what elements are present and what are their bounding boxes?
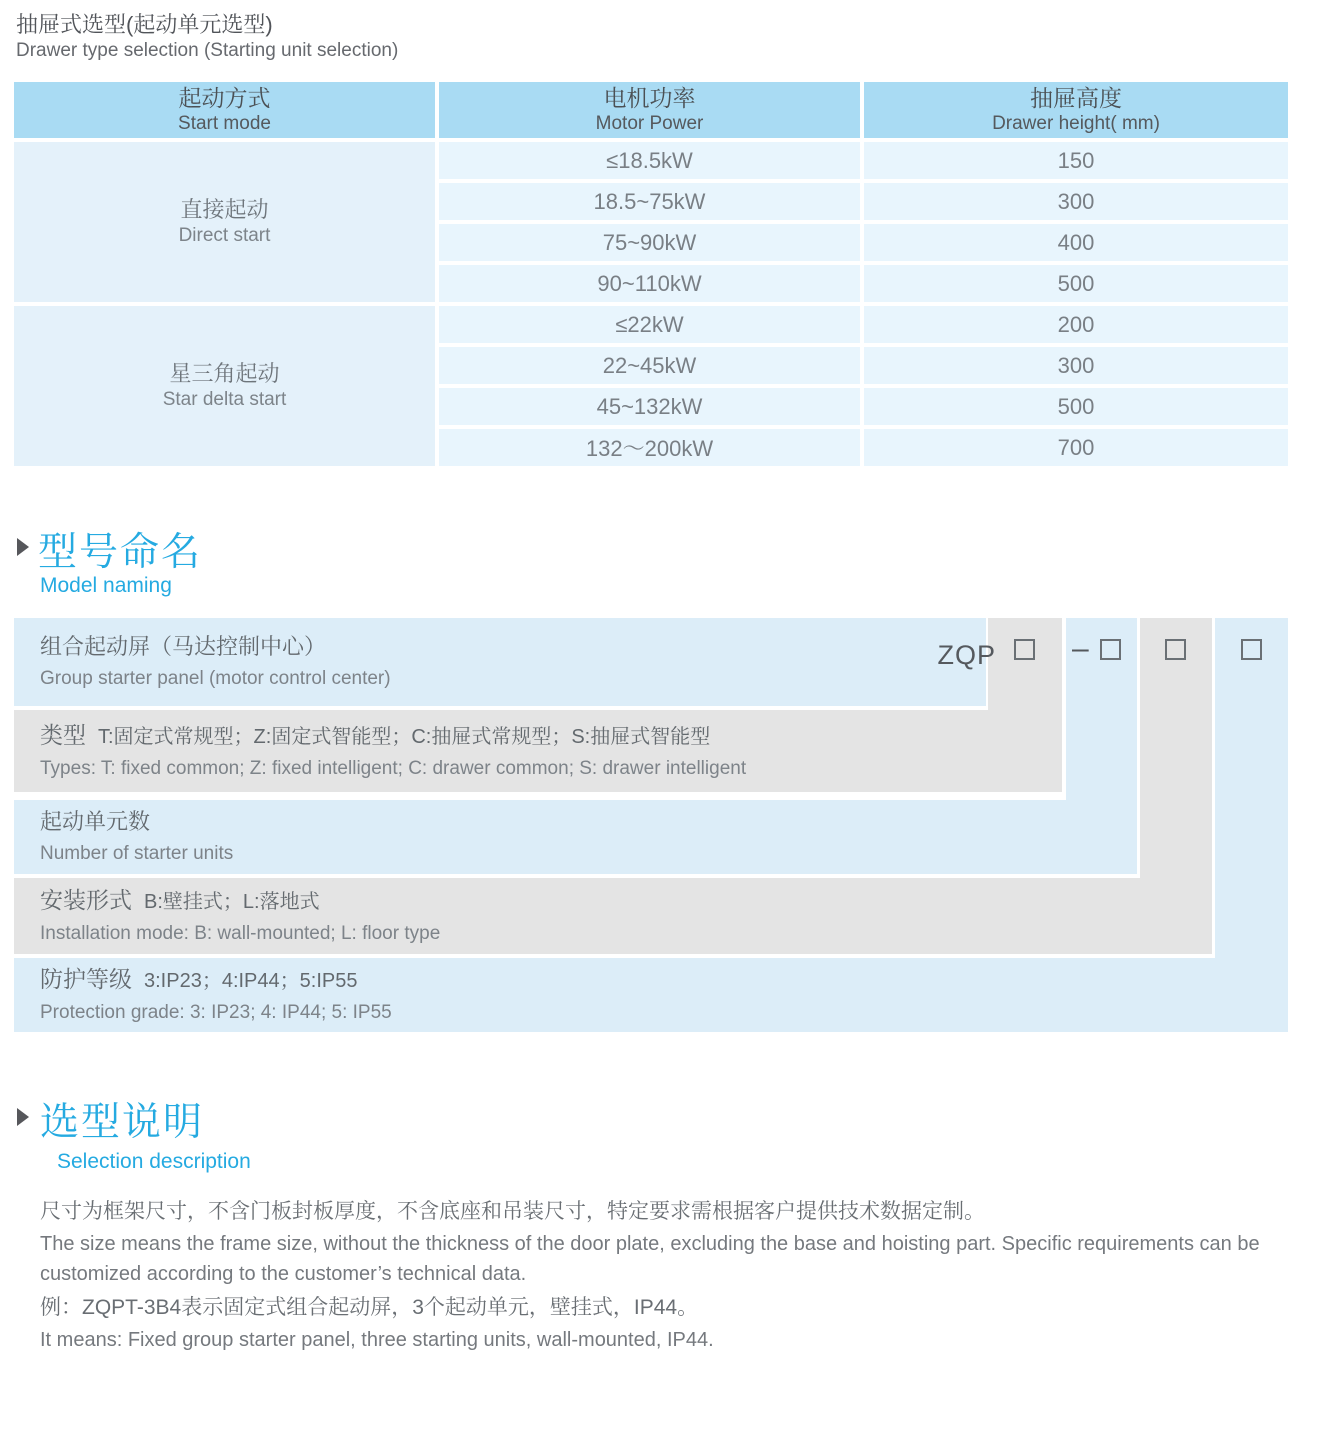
naming-row-starter-units: [14, 800, 1137, 874]
description-paragraph-zh: 尺寸为框架尺寸，不含门板封板厚度，不含底座和吊装尺寸，特定要求需根据客户提供技术数据定制。: [40, 1200, 985, 1223]
table-cell-power: ≤22kW: [439, 306, 860, 343]
merged-cell-star-delta-start: [14, 306, 435, 466]
table-cell-power: 22~45kW: [439, 347, 860, 384]
section-title-selection-description: 选型说明: [40, 1101, 205, 1144]
column-header-drawer-height: [864, 82, 1288, 138]
naming-row-rest-zh: B:壁挂式；L:落地式: [144, 891, 320, 913]
header-label-en: Start mode: [178, 113, 271, 134]
naming-row-group-starter-panel: [14, 618, 986, 706]
naming-row-label-zh: 防护等级: [40, 966, 132, 992]
table-cell-power: 18.5~75kW: [439, 183, 860, 220]
merged-cell-direct-start: [14, 142, 435, 302]
naming-row-rest-zh: 3:IP23；4:IP44；5:IP55: [144, 970, 358, 992]
example-paragraph-en: It means: Fixed group starter panel, three starting units, wall-mounted, IP44.: [40, 1329, 714, 1351]
naming-row-en: Types: T: fixed common; Z: fixed intelligent; C: drawer common; S: drawer intelligent: [40, 758, 747, 779]
page-subtitle: Drawer type selection (Starting unit selection): [16, 40, 399, 61]
naming-row-types: [14, 710, 1062, 792]
section-title-model-naming: 型号命名: [38, 531, 203, 574]
model-naming-diagram: [14, 618, 1288, 1032]
table-cell-power: 45~132kW: [439, 388, 860, 425]
column-header-start-mode: [14, 82, 435, 138]
placeholder-box-icon: [1100, 639, 1121, 660]
table-cell-height: 300: [864, 183, 1288, 220]
header-label-zh: 起动方式: [178, 85, 271, 111]
placeholder-box-icon: [1165, 639, 1186, 660]
dash-separator: –: [1072, 632, 1089, 665]
naming-row-en: Group starter panel (motor control center): [40, 668, 391, 689]
column-header-motor-power: [439, 82, 860, 138]
start-mode-zh: 星三角起动: [169, 361, 280, 386]
header-label-zh: 电机功率: [603, 85, 696, 111]
code-column-protection: [1215, 618, 1288, 958]
model-prefix-code: ZQP: [937, 640, 996, 670]
placeholder-box-icon: [1241, 639, 1262, 660]
table-cell-height: 150: [864, 142, 1288, 179]
naming-row-en: Number of starter units: [40, 843, 234, 864]
table-cell-power: 75~90kW: [439, 224, 860, 261]
table-cell-power: ≤18.5kW: [439, 142, 860, 179]
naming-row-zh: 组合起动屏（马达控制中心）: [40, 634, 327, 659]
naming-row-en: Protection grade: 3: IP23; 4: IP44; 5: IP55: [40, 1002, 392, 1023]
start-mode-en: Star delta start: [162, 389, 287, 410]
section-marker-icon: [17, 538, 29, 556]
code-column-type: [988, 618, 1062, 710]
table-cell-height: 300: [864, 347, 1288, 384]
selection-description-body: [40, 1196, 1290, 1358]
table-cell-height: 200: [864, 306, 1288, 343]
naming-row-label-zh: 类型: [40, 722, 86, 748]
table-cell-height: 500: [864, 265, 1288, 302]
naming-row-installation-mode: [14, 878, 1212, 954]
table-cell-height: 400: [864, 224, 1288, 261]
header-label-en: Motor Power: [595, 113, 704, 134]
drawer-selection-table: [14, 82, 1288, 466]
table-cell-power: 132～200kW: [439, 429, 860, 466]
header-label-en: Drawer height( mm): [992, 113, 1160, 134]
description-paragraph-en: The size means the frame size, without the thickness of the door plate, excluding the base and hoisting part. Specific requirements can be customized according to the customer’s technical data.: [40, 1233, 1260, 1285]
placeholder-box-icon: [1014, 639, 1035, 660]
start-mode-zh: 直接起动: [180, 197, 269, 222]
section-marker-icon: [17, 1108, 29, 1126]
example-paragraph-zh: 例：ZQPT-3B4表示固定式组合起动屏，3个起动单元，壁挂式，IP44。: [40, 1296, 699, 1319]
start-mode-en: Direct start: [178, 225, 271, 246]
section-subtitle-model-naming: Model naming: [40, 574, 172, 597]
naming-row-protection-grade: [14, 958, 1288, 1032]
table-cell-height: 700: [864, 429, 1288, 466]
page-title: 抽屉式选型(起动单元选型): [16, 12, 273, 37]
naming-row-zh: 起动单元数: [40, 809, 151, 834]
section-subtitle-selection-description: Selection description: [57, 1150, 251, 1173]
naming-row-label-zh: 安装形式: [40, 887, 132, 913]
header-label-zh: 抽屉高度: [1030, 85, 1122, 111]
naming-row-rest-zh: T:固定式常规型；Z:固定式智能型；C:抽屉式常规型；S:抽屉式智能型: [98, 726, 711, 748]
naming-row-en: Installation mode: B: wall-mounted; L: floor type: [40, 923, 441, 944]
table-cell-power: 90~110kW: [439, 265, 860, 302]
table-cell-height: 500: [864, 388, 1288, 425]
